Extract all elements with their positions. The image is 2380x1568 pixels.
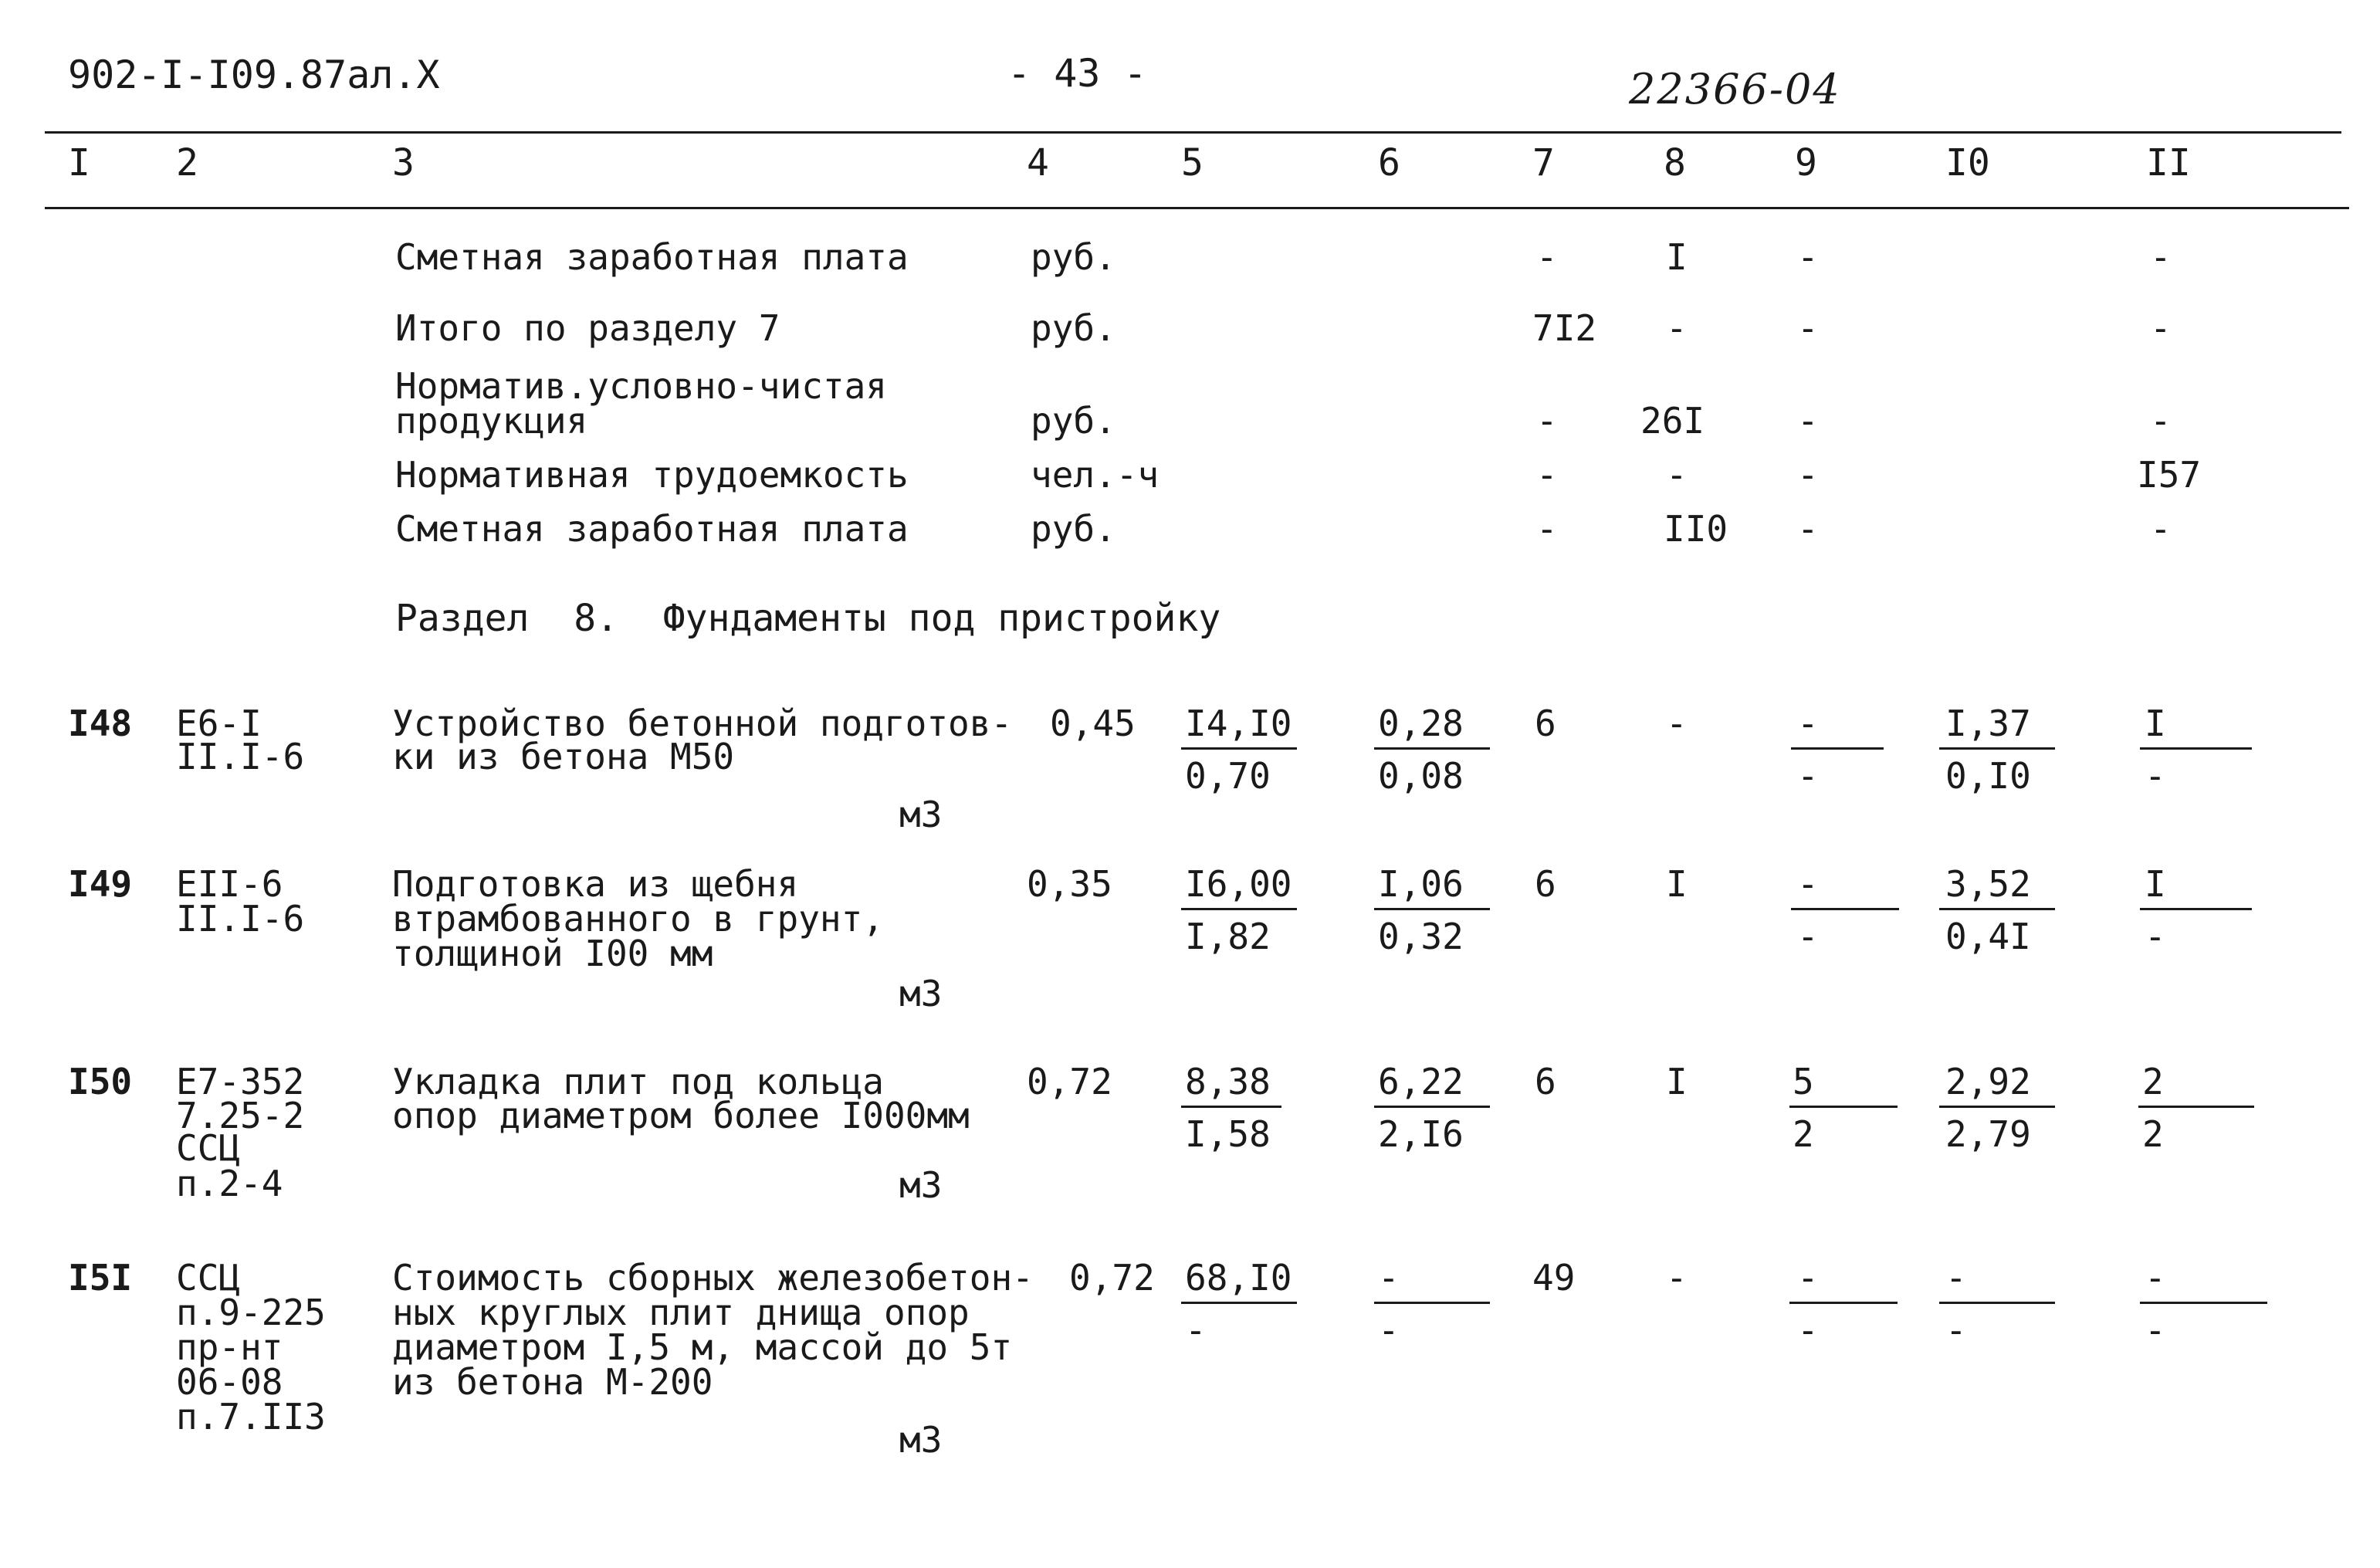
- column-number: 7: [1532, 141, 1555, 185]
- column-number: II: [2146, 141, 2191, 185]
- item-number: I49: [68, 863, 133, 905]
- column-number: 8: [1664, 141, 1686, 185]
- column-number: 5: [1181, 141, 1204, 185]
- header-bottom-rule: [45, 207, 2349, 209]
- item-number: I50: [68, 1061, 133, 1102]
- column-number: I0: [1945, 141, 1990, 185]
- page-number: - 43 -: [1007, 51, 1147, 96]
- column-number: 4: [1027, 141, 1049, 185]
- item-number: I5I: [68, 1257, 133, 1299]
- document-code: 902-I-I09.87ал.Х: [68, 52, 440, 97]
- column-number: 9: [1795, 141, 1817, 185]
- column-number: 2: [176, 141, 198, 185]
- column-number: I: [68, 141, 90, 185]
- column-number: 3: [392, 141, 415, 185]
- section-title: Раздел 8. Фундаменты под пристройку: [395, 597, 1221, 640]
- handwritten-code: 22366-04: [1629, 65, 1841, 113]
- item-number: I48: [68, 703, 133, 744]
- column-number: 6: [1378, 141, 1400, 185]
- header-top-rule: [45, 131, 2341, 134]
